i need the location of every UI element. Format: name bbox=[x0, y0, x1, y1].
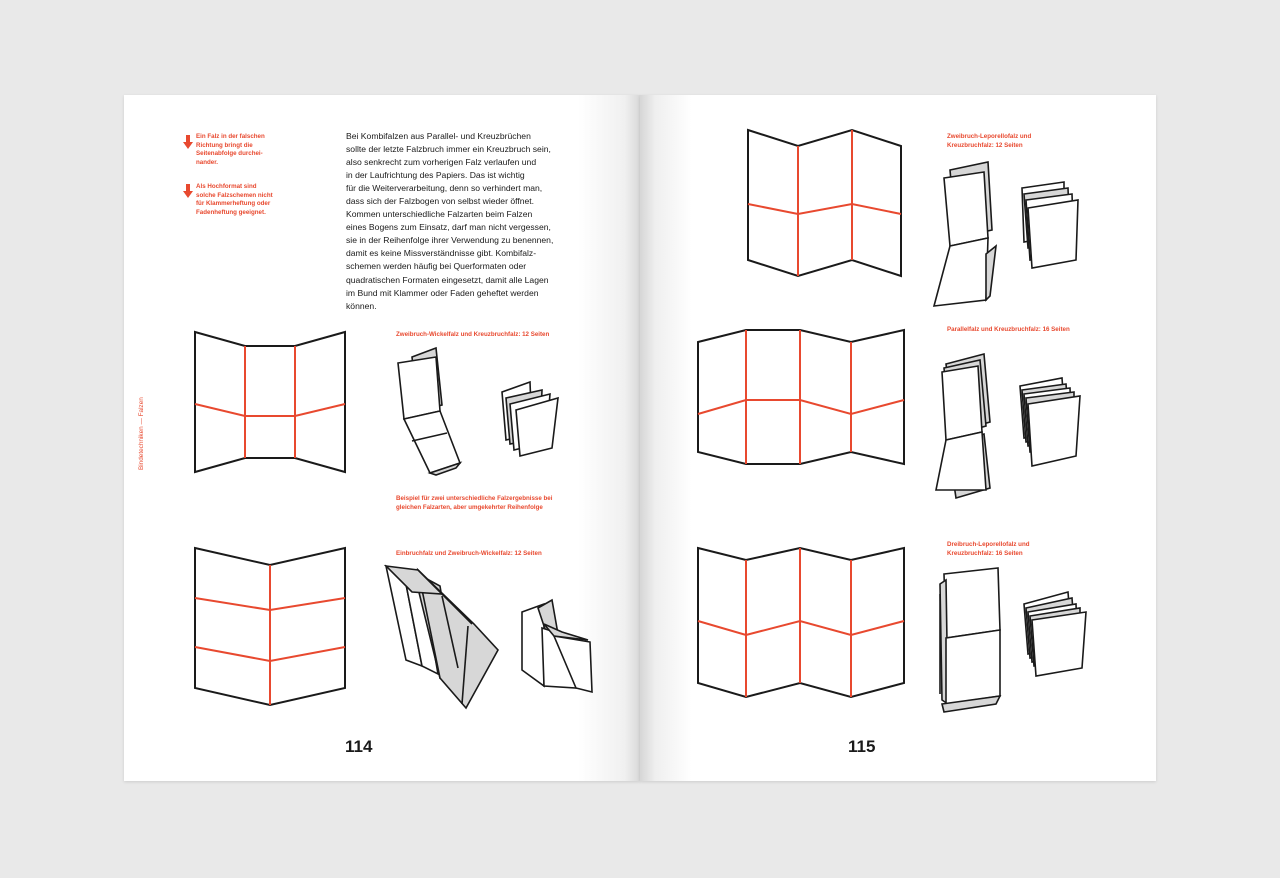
folded-booklet-illustration bbox=[1018, 376, 1086, 468]
fold-scheme-diagram bbox=[190, 328, 350, 483]
page-number: 115 bbox=[848, 737, 876, 756]
folded-leaflet-illustration bbox=[934, 564, 1006, 716]
warning-arrow-icon bbox=[183, 184, 193, 198]
figure-caption: Zweibruch-Wickelfalz und Kreuzbruchfalz: 12 Seiten bbox=[396, 331, 550, 338]
folded-leaflet-illustration bbox=[930, 158, 1004, 308]
fold-scheme-diagram bbox=[694, 543, 909, 703]
figure-caption: Zweibruch-Leporellofalz und Kreuzbruchfalz: 12 Seiten bbox=[947, 133, 1032, 149]
folded-leaflet-illustration bbox=[930, 350, 1000, 500]
margin-note-1: Ein Falz in der falschen Richtung bringt die Seitenabfolge durchei- nander. bbox=[196, 133, 265, 166]
fold-scheme-diagram bbox=[694, 326, 909, 471]
figure-caption: Beispiel für zwei unterschiedliche Falzergebnisse bei gleichen Falzarten, aber umgekehrter Reihenfolge bbox=[396, 495, 553, 511]
body-paragraph: Bei Kombifalzen aus Parallel- und Kreuzbrüchen sollte der letzte Falzbruch immer ein Kreuzbruch sein, also senkrecht zum vorherigen Falz verlaufen und in der Laufrichtung des Papiers. Das ist wichtig für die Weiterverarbeitung, denn so verhindert man, dass sich der Falzbogen von selbst wieder öffnet. Kommen unterschiedliche Falzarten beim Falzen eines Bogens zum Einsatz, darf man nicht vergessen, sie in der Reihenfolge ihrer Verwendung zu benennen, damit es keine Missverständnisse gibt. Kombifalz- schemen werden häufig bei Querformaten oder quadratischen Formaten eingesetzt, damit alle Lagen im Bund mit Klammer oder Faden geheftet werden können. bbox=[346, 131, 554, 311]
folded-leaflet-illustration bbox=[382, 562, 504, 714]
figure-caption: Dreibruch-Leporellofalz und Kreuzbruchfalz: 16 Seiten bbox=[947, 541, 1030, 557]
warning-arrow-icon bbox=[183, 135, 193, 149]
fold-scheme-diagram bbox=[743, 125, 903, 285]
folded-booklet-illustration bbox=[518, 598, 596, 694]
folded-booklet-illustration bbox=[1018, 180, 1082, 270]
folded-booklet-illustration bbox=[496, 378, 568, 460]
figure-caption: Einbruchfalz und Zweibruch-Wickelfalz: 12 Seiten bbox=[396, 550, 542, 557]
page-number: 114 bbox=[345, 737, 373, 756]
folded-leaflet-illustration bbox=[390, 345, 470, 475]
fold-scheme-diagram bbox=[190, 543, 350, 708]
running-head: Bindetechniken — Falzen bbox=[138, 397, 145, 470]
margin-note-2: Als Hochformat sind solche Falzschemen nicht für Klammerheftung oder Fadenheftung geeignet. bbox=[196, 183, 273, 216]
folded-booklet-illustration bbox=[1020, 588, 1092, 680]
figure-caption: Parallelfalz und Kreuzbruchfalz: 16 Seiten bbox=[947, 326, 1070, 333]
